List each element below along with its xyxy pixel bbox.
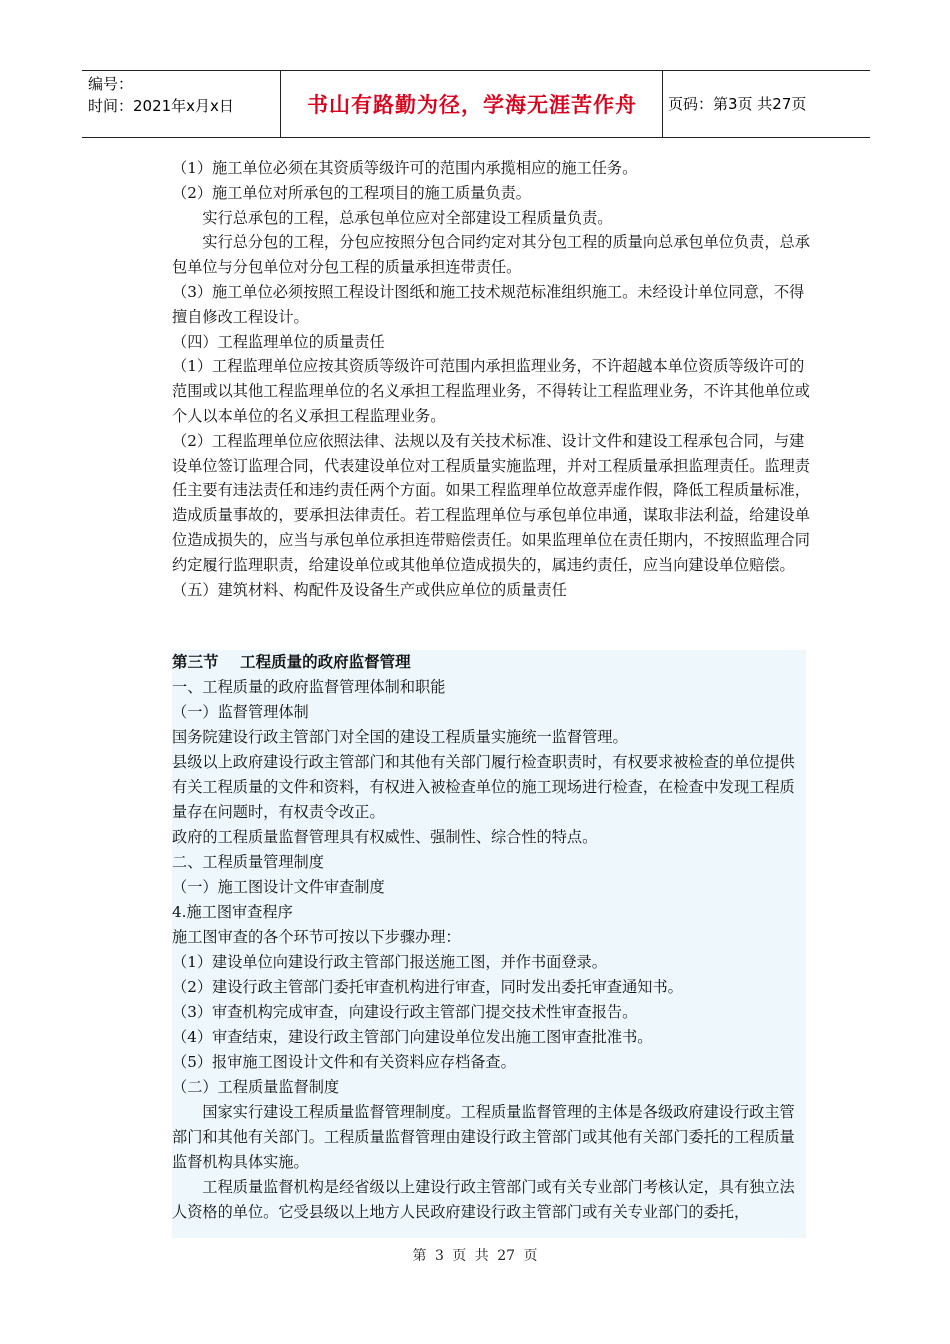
header-divider-left [280,71,281,137]
section-paragraph: （1）建设单位向建设行政主管部门报送施工图，并作书面登录。 [172,953,607,971]
page-footer: 第 3 页 共 27 页 [412,1248,538,1264]
section-three [172,650,806,1238]
body-paragraph: 实行总分包的工程，分包应按照分包合同约定对其分包工程的质量向总承包单位负责，总承包单位与分包单位对分包工程的质量承担连带责任。 [172,233,810,277]
section-paragraph: 国务院建设行政主管部门对全国的建设工程质量实施统一监督管理。 [172,728,628,746]
section-paragraph: （4）审查结束，建设行政主管部门向建设单位发出施工图审查批准书。 [172,1028,653,1046]
header-meta [88,73,234,117]
document-number-label: 编号： [88,75,134,93]
body-paragraph: （五）建筑材料、构配件及设备生产或供应单位的质量责任 [172,580,567,599]
body-paragraph: 实行总承包的工程，总承包单位应对全部建设工程质量负责。 [202,208,613,227]
section-paragraph: （2）建设行政主管部门委托审查机构进行审查，同时发出委托审查通知书。 [172,978,683,996]
section-paragraph: 工程质量监督机构是经省级以上建设行政主管部门或有关专业部门考核认定，具有独立法人资格的单位。它受县级以上地方人民政府建设行政主管部门或有关专业部门的委托， [172,1178,795,1221]
page-header [82,70,870,138]
body-paragraph: （1）工程监理单位应按其资质等级许可范围内承担监理业务，不许超越本单位资质等级许可的范围或以其他工程监理单位的名义承担工程监理业务，不得转让工程监理业务，不许其他单位或个人以本单位的名义承担工程监理业务。 [172,357,810,425]
section-paragraph: （二）工程质量监督制度 [172,1078,340,1096]
section-paragraph: 4.施工图审查程序 [172,903,293,921]
section-paragraph: 施工图审查的各个环节可按以下步骤办理： [172,928,461,946]
section-paragraph: 县级以上政府建设行政主管部门和其他有关部门履行检查职责时，有权要求被检查的单位提供有关工程质量的文件和资料，有权进入被检查单位的施工现场进行检查，在检查中发现工程质量存在问题时，有权责令改正。 [172,753,795,821]
section-paragraph: （一）施工图设计文件审查制度 [172,878,385,896]
header-motto: 书山有路勤为径，学海无涯苦作舟 [307,93,637,117]
body-paragraph: （1）施工单位必须在其资质等级许可的范围内承揽相应的施工任务。 [172,159,638,177]
document-body [172,156,812,602]
section-paragraph: 政府的工程质量监督管理具有权威性、强制性、综合性的特点。 [172,828,598,846]
body-paragraph: （3）施工单位必须按照工程设计图纸和施工技术规范标准组织施工。未经设计单位同意，不得擅自修改工程设计。 [172,282,805,326]
header-divider-right [662,71,663,137]
section-paragraph: 二、工程质量管理制度 [172,853,324,871]
section-paragraph: （3）审查机构完成审查，向建设行政主管部门提交技术性审查报告。 [172,1003,638,1021]
body-paragraph: （2）工程监理单位应依照法律、法规以及有关技术标准、设计文件和建设工程承包合同，与建设单位签订监理合同，代表建设单位对工程质量实施监理，并对工程质量承担监理责任。监理责任主要有违法责任和违约责任两个方面。如果工程监理单位故意弄虚作假，降低工程质量标准，造成质量事故的，要承担法律责任。若工程监理单位与承包单位串通，谋取非法利益，给建设单位造成损失的，应当与承包单位承担连带赔偿责任。如果监理单位在责任期内，不按照监理合同约定履行监理职责，给建设单位或其他单位造成损失的，属违约责任，应当向建设单位赔偿。 [172,431,810,574]
section-paragraph: 一、工程质量的政府监督管理体制和职能 [172,678,446,696]
header-page-number: 页码：第3页 共27页 [668,95,807,113]
body-paragraph: （2）施工单位对所承包的工程项目的施工质量负责。 [172,183,531,202]
section-paragraph: 国家实行建设工程质量监督管理制度。工程质量监督管理的主体是各级政府建设行政主管部门和其他有关部门。工程质量监督管理由建设行政主管部门或其他有关部门委托的工程质量监督机构具体实施。 [172,1103,795,1171]
section-paragraph: （一）监督管理体制 [172,703,309,721]
section-paragraph: （5）报审施工图设计文件和有关资料应存档备查。 [172,1053,516,1071]
section-title: 第三节 工程质量的政府监督管理 [172,653,411,671]
document-date-label: 时间：2021年x月x日 [88,97,234,115]
body-paragraph: （四）工程监理单位的质量责任 [172,332,385,351]
